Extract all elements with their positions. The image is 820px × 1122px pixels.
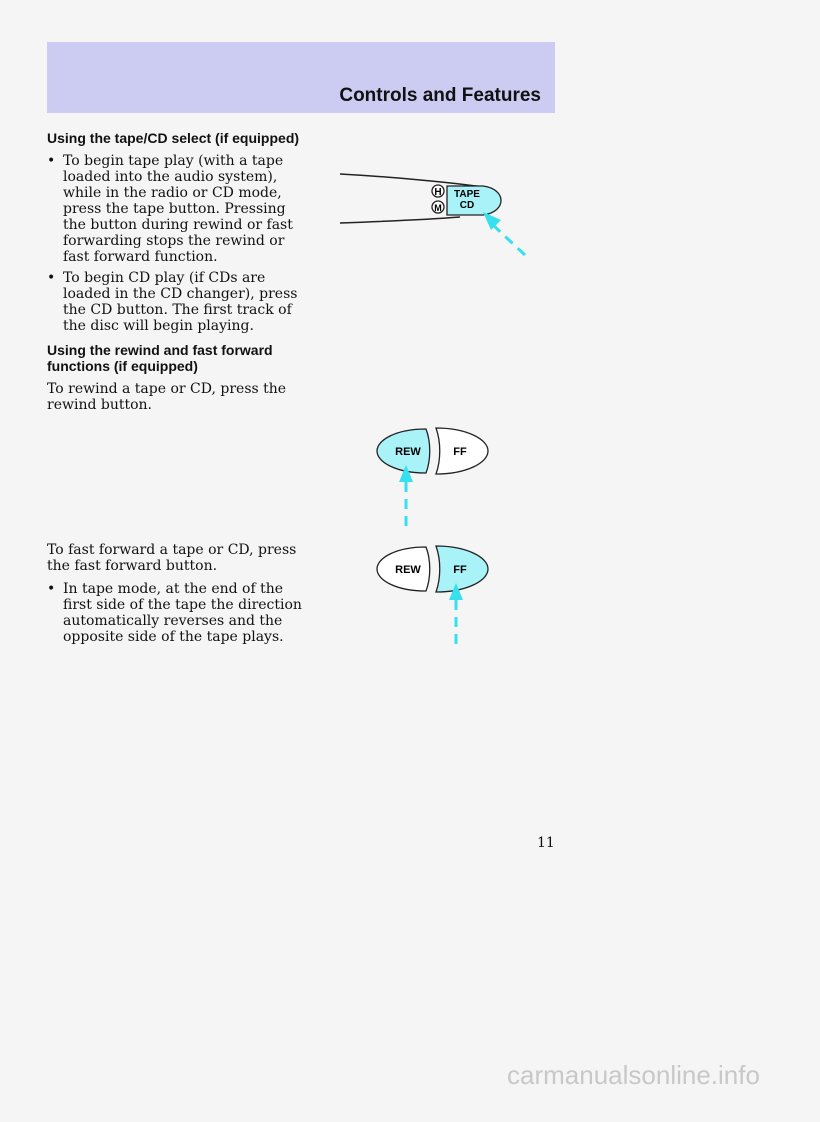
- rew-label: REW: [395, 446, 421, 458]
- watermark: carmanualsonline.info: [507, 1060, 760, 1090]
- ff-label: FF: [453, 446, 467, 458]
- rewind-button-figure: [370, 422, 500, 530]
- pointer-arrow-icon: [483, 212, 501, 230]
- m-label: M: [434, 203, 442, 213]
- bullet-icon: •: [47, 153, 56, 169]
- fast-forward-bullets: [47, 581, 302, 645]
- rew-ff-heading: Using the rewind and fast forward functions (if equipped): [47, 342, 273, 374]
- rew-label: REW: [395, 564, 421, 576]
- ff-label: FF: [453, 564, 467, 576]
- console-edge-bottom: [340, 217, 460, 223]
- tape-cd-button-figure: [335, 165, 535, 260]
- list-item: [47, 153, 302, 265]
- cd-label: CD: [459, 200, 475, 211]
- tape-cd-heading: Using the tape/CD select (if equipped): [47, 130, 300, 146]
- fast-forward-instructions: To fast forward a tape or CD, press the fast forward button.: [47, 542, 297, 574]
- list-item-text: In tape mode, at the end of the first side of the tape the direction automatically reverses and the opposite side of the tape plays.: [63, 581, 302, 645]
- pointer-arrow-shaft: [493, 225, 525, 255]
- list-item: [47, 581, 302, 645]
- list-item-text: To begin tape play (with a tape loaded into the audio system), while in the radio or CD mode, press the tape button. Pressing the button during rewind or fast forwarding stops the rewind or fast forward function.: [63, 153, 293, 265]
- list-item-text: To begin CD play (if CDs are loaded in the CD changer), press the CD button. The first track of the disc will begin playing.: [63, 270, 298, 334]
- left-column-bottom: [47, 542, 302, 653]
- page-number: 11: [537, 835, 555, 851]
- section-title: Controls and Features: [339, 85, 541, 106]
- tape-cd-bullets: [47, 153, 302, 334]
- rewind-instructions: To rewind a tape or CD, press the rewind button.: [47, 381, 287, 413]
- left-column-top: [47, 130, 302, 420]
- list-item: [47, 270, 302, 334]
- bullet-icon: •: [47, 270, 56, 286]
- header-band: [47, 42, 555, 113]
- h-label: H: [434, 187, 442, 198]
- console-edge-top: [340, 174, 483, 187]
- fast-forward-button-figure: [370, 540, 500, 650]
- bullet-icon: •: [47, 581, 56, 597]
- tape-label: TAPE: [454, 189, 480, 200]
